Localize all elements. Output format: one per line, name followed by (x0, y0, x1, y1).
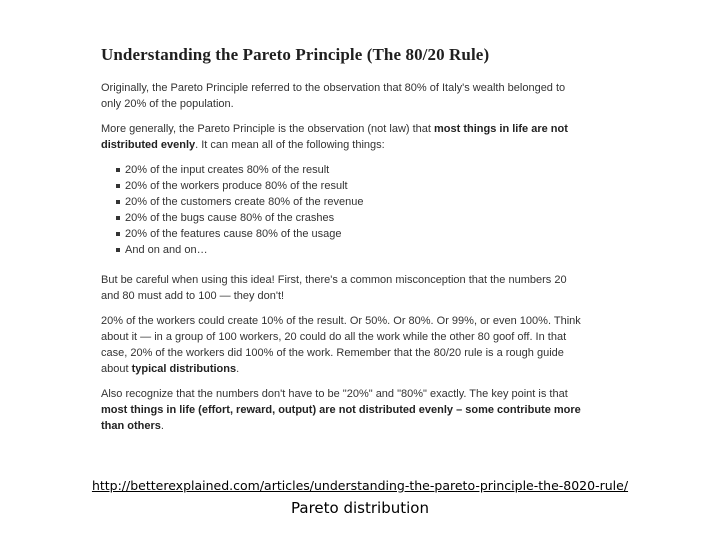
paragraph-workers-bold: typical distributions (131, 363, 237, 375)
examples-list (101, 162, 586, 258)
article-screenshot (101, 44, 586, 443)
list-item: 20% of the bugs cause 80% of the crashes (125, 210, 586, 226)
paragraph-general-bold: most things in life are not distributed evenly (101, 123, 568, 151)
paragraph-key-point-bold: most things in life (effort, reward, output) are not distributed evenly – some contribute more than others (101, 404, 581, 432)
paragraph-workers-start: 20% of the workers could create 10% of the result. Or 50%. Or 80%. Or 99%, or even 100%. Think about it — in a group of 100 workers, 20 could do all the work while the other 80 goof off. In that case, 20% of the workers did 100% of the work. Remember that the 80/20 rule is a rough guide about (101, 315, 581, 375)
paragraph-workers-end: . (236, 363, 240, 375)
slide-caption: Pareto distribution (291, 499, 429, 517)
paragraph-key-point-start: Also recognize that the numbers don't have to be "20%" and "80%" exactly. The key point is that (101, 388, 568, 400)
paragraph-workers (101, 313, 586, 377)
list-item: 20% of the features cause 80% of the usage (125, 226, 586, 242)
list-item: 20% of the customers create 80% of the revenue (125, 194, 586, 210)
paragraph-general-end: . It can mean all of the following things: (195, 139, 385, 151)
list-item: 20% of the workers produce 80% of the result (125, 178, 586, 194)
paragraph-key-point-end: . (160, 420, 164, 432)
paragraph-caution: But be careful when using this idea! First, there's a common misconception that the numbers 20 and 80 must add to 100 — they don't! (101, 274, 567, 302)
paragraph-general-start: More generally, the Pareto Principle is the observation (not law) that (101, 123, 435, 135)
list-item: 20% of the input creates 80% of the result (125, 162, 586, 178)
paragraph-general (101, 121, 586, 153)
article-title: Understanding the Pareto Principle (The 80/20 Rule) (101, 45, 490, 64)
paragraph-key-point (101, 386, 586, 434)
source-link[interactable]: http://betterexplained.com/articles/understanding-the-pareto-principle-the-8020-rule/ (91, 478, 629, 493)
list-item: And on and on… (125, 242, 586, 258)
paragraph-origin: Originally, the Pareto Principle referred to the observation that 80% of Italy's wealth belonged to only 20% of the population. (101, 82, 566, 110)
